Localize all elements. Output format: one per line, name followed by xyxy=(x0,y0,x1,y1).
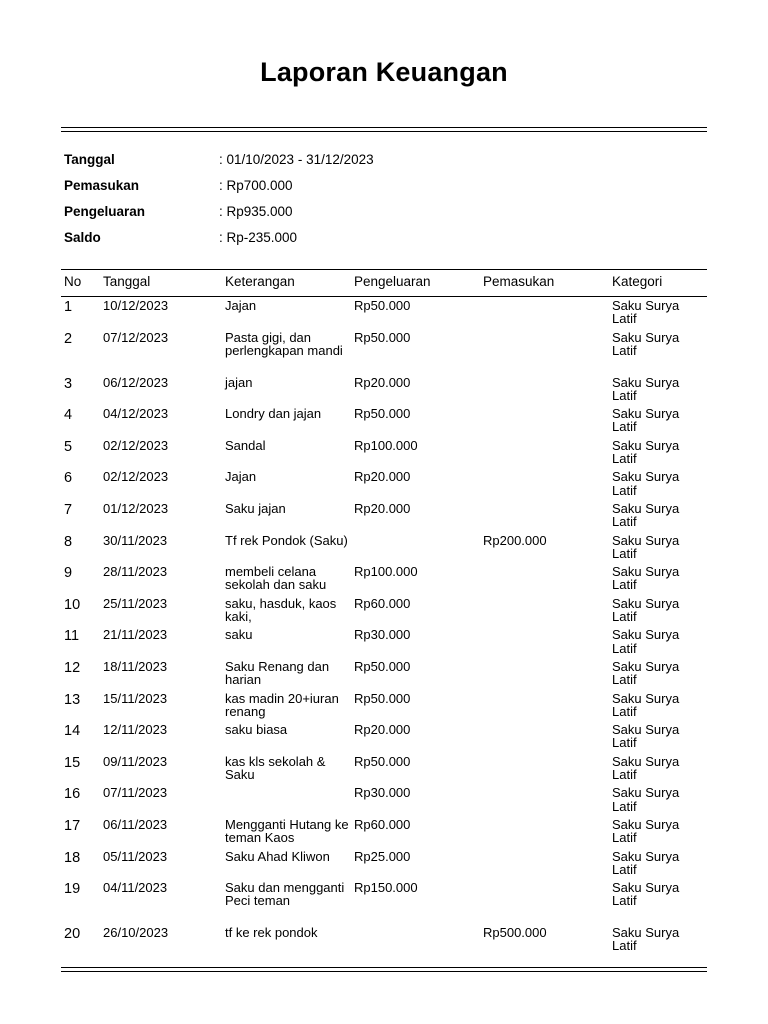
cell-category: Saku Surya Latif xyxy=(612,298,680,327)
cell-description: Jajan xyxy=(225,298,257,313)
cell-no: 2 xyxy=(64,330,73,347)
cell-expense: Rp100.000 xyxy=(354,564,418,580)
table-row xyxy=(61,563,707,595)
cell-description: Saku Renang dan harian xyxy=(225,658,330,688)
cell-category: Saku Surya Latif xyxy=(612,925,680,954)
table-row xyxy=(61,784,707,816)
summary-expense-value: : Rp935.000 xyxy=(219,203,293,219)
cell-expense: Rp150.000 xyxy=(354,880,418,896)
summary-block xyxy=(64,146,374,250)
cell-category: Saku Surya Latif xyxy=(612,627,680,656)
cell-no: 3 xyxy=(64,375,73,392)
cell-description: tf ke rek pondok xyxy=(225,925,318,941)
summary-balance-value: : Rp-235.000 xyxy=(219,229,298,245)
cell-description: kas madin 20+iuran renang xyxy=(225,690,339,719)
cell-category: Saku Surya Latif xyxy=(612,722,680,751)
cell-date: 02/12/2023 xyxy=(103,437,169,453)
table-row xyxy=(61,297,707,329)
cell-category: Saku Surya Latif xyxy=(612,848,680,877)
cell-description: saku xyxy=(225,627,253,643)
cell-category: Saku Surya Latif xyxy=(612,785,680,814)
table-row xyxy=(61,690,707,722)
cell-category: Saku Surya Latif xyxy=(612,532,680,561)
cell-category: Saku Surya Latif xyxy=(612,500,680,530)
table-row xyxy=(61,848,707,880)
cell-expense: Rp50.000 xyxy=(354,406,411,422)
summary-income-label: Pemasukan xyxy=(64,177,140,193)
cell-date: 25/11/2023 xyxy=(103,595,168,611)
cell-description: Saku dan mengganti Peci teman xyxy=(225,880,345,909)
cell-date: 18/11/2023 xyxy=(103,658,168,674)
page-title: Laporan Keuangan xyxy=(260,57,508,87)
cell-no: 4 xyxy=(64,407,73,424)
table-row xyxy=(61,816,707,848)
table-row xyxy=(61,924,707,956)
cell-date: 09/11/2023 xyxy=(103,753,168,769)
top-divider xyxy=(61,127,707,132)
cell-category: Saku Surya Latif xyxy=(612,437,680,466)
summary-income-row xyxy=(64,172,374,198)
header-income: Pemasukan xyxy=(483,274,555,289)
table-row xyxy=(61,437,707,469)
cell-description: jajan xyxy=(225,374,253,390)
cell-expense: Rp30.000 xyxy=(354,785,411,801)
header-date: Tanggal xyxy=(103,274,151,289)
transaction-table xyxy=(61,297,707,956)
cell-description: Pasta gigi, dan perlengkapan mandi xyxy=(225,329,343,358)
cell-date: 02/12/2023 xyxy=(103,469,169,485)
table-row xyxy=(61,721,707,753)
cell-no: 5 xyxy=(64,438,73,455)
cell-no: 14 xyxy=(64,723,81,740)
cell-description: Saku jajan xyxy=(225,500,286,516)
cell-expense: Rp50.000 xyxy=(354,658,411,674)
cell-no: 12 xyxy=(64,659,81,676)
cell-date: 05/11/2023 xyxy=(103,848,168,864)
table-row xyxy=(61,500,707,532)
summary-date-row xyxy=(64,146,374,172)
table-row xyxy=(61,329,707,374)
cell-no: 11 xyxy=(64,628,80,645)
cell-no: 16 xyxy=(64,786,81,803)
cell-category: Saku Surya Latif xyxy=(612,658,680,688)
table-row xyxy=(61,468,707,500)
cell-date: 26/10/2023 xyxy=(103,925,169,941)
cell-expense: Rp60.000 xyxy=(354,595,411,611)
cell-expense: Rp25.000 xyxy=(354,848,411,864)
cell-date: 30/11/2023 xyxy=(103,532,168,548)
cell-category: Saku Surya Latif xyxy=(612,329,680,358)
table-row xyxy=(61,595,707,627)
table-row xyxy=(61,532,707,564)
summary-balance-row xyxy=(64,224,374,250)
cell-description: Jajan xyxy=(225,469,257,485)
cell-category: Saku Surya Latif xyxy=(612,753,680,782)
cell-income: Rp200.000 xyxy=(483,532,547,548)
cell-date: 07/12/2023 xyxy=(103,329,169,345)
table-header xyxy=(61,269,707,297)
table-row xyxy=(61,626,707,658)
summary-expense-label: Pengeluaran xyxy=(64,203,146,219)
cell-no: 10 xyxy=(64,596,81,613)
cell-date: 07/11/2023 xyxy=(103,785,168,801)
cell-income: Rp500.000 xyxy=(483,925,547,941)
summary-date-label: Tanggal xyxy=(64,151,115,167)
cell-no: 19 xyxy=(64,881,81,898)
cell-description: Londry dan jajan xyxy=(225,406,322,422)
cell-no: 8 xyxy=(64,533,73,550)
cell-category: Saku Surya Latif xyxy=(612,816,680,846)
cell-expense: Rp20.000 xyxy=(354,722,411,738)
cell-expense: Rp50.000 xyxy=(354,690,411,706)
cell-no: 1 xyxy=(64,299,73,315)
cell-description: Mengganti Hutang ke teman Kaos xyxy=(225,816,349,846)
cell-date: 12/11/2023 xyxy=(103,722,168,738)
header-expense: Pengeluaran xyxy=(354,274,431,289)
table-row xyxy=(61,658,707,690)
cell-category: Saku Surya Latif xyxy=(612,469,680,498)
cell-expense: Rp20.000 xyxy=(354,374,411,390)
header-description: Keterangan xyxy=(225,274,295,289)
cell-date: 06/12/2023 xyxy=(103,374,169,390)
cell-expense: Rp60.000 xyxy=(354,816,411,832)
cell-date: 01/12/2023 xyxy=(103,500,169,516)
header-no: No xyxy=(64,274,82,289)
cell-description: Sandal xyxy=(225,437,266,453)
cell-description: kas kls sekolah & Saku xyxy=(225,753,326,782)
cell-expense: Rp100.000 xyxy=(354,437,418,453)
table-row xyxy=(61,405,707,437)
cell-category: Saku Surya Latif xyxy=(612,595,680,624)
table-row xyxy=(61,753,707,785)
cell-expense: Rp50.000 xyxy=(354,298,411,313)
cell-description: membeli celana sekolah dan saku xyxy=(225,564,327,593)
cell-description: saku, hasduk, kaos kaki, xyxy=(225,595,337,624)
cell-no: 7 xyxy=(64,501,73,518)
header-category: Kategori xyxy=(612,274,663,289)
cell-no: 6 xyxy=(64,470,73,487)
summary-income-value: : Rp700.000 xyxy=(219,177,293,193)
cell-expense: Rp30.000 xyxy=(354,627,411,643)
cell-date: 28/11/2023 xyxy=(103,564,168,580)
cell-date: 04/12/2023 xyxy=(103,406,169,422)
cell-category: Saku Surya Latif xyxy=(612,690,680,719)
summary-date-value: : 01/10/2023 - 31/12/2023 xyxy=(219,151,374,167)
cell-expense: Rp20.000 xyxy=(354,500,411,516)
cell-no: 15 xyxy=(64,754,81,771)
cell-expense: Rp50.000 xyxy=(354,329,411,345)
cell-date: 04/11/2023 xyxy=(103,880,168,896)
cell-date: 15/11/2023 xyxy=(103,690,168,706)
cell-expense: Rp50.000 xyxy=(354,753,411,769)
cell-date: 06/11/2023 xyxy=(103,816,168,832)
cell-category: Saku Surya Latif xyxy=(612,880,680,909)
cell-no: 20 xyxy=(64,926,81,943)
cell-category: Saku Surya Latif xyxy=(612,374,680,403)
table-row xyxy=(61,879,707,924)
table-row xyxy=(61,374,707,406)
cell-date: 10/12/2023 xyxy=(103,298,169,313)
cell-description: saku biasa xyxy=(225,722,288,738)
cell-no: 17 xyxy=(64,817,81,834)
cell-no: 13 xyxy=(64,691,81,708)
cell-expense: Rp20.000 xyxy=(354,469,411,485)
cell-description: Tf rek Pondok (Saku) xyxy=(225,532,348,548)
cell-date: 21/11/2023 xyxy=(103,627,168,643)
cell-category: Saku Surya Latif xyxy=(612,406,680,435)
cell-description: Saku Ahad Kliwon xyxy=(225,848,330,864)
summary-expense-row xyxy=(64,198,374,224)
cell-category: Saku Surya Latif xyxy=(612,564,680,593)
cell-no: 18 xyxy=(64,849,81,866)
summary-balance-label: Saldo xyxy=(64,229,101,245)
bottom-divider xyxy=(61,967,707,972)
cell-no: 9 xyxy=(64,565,73,582)
